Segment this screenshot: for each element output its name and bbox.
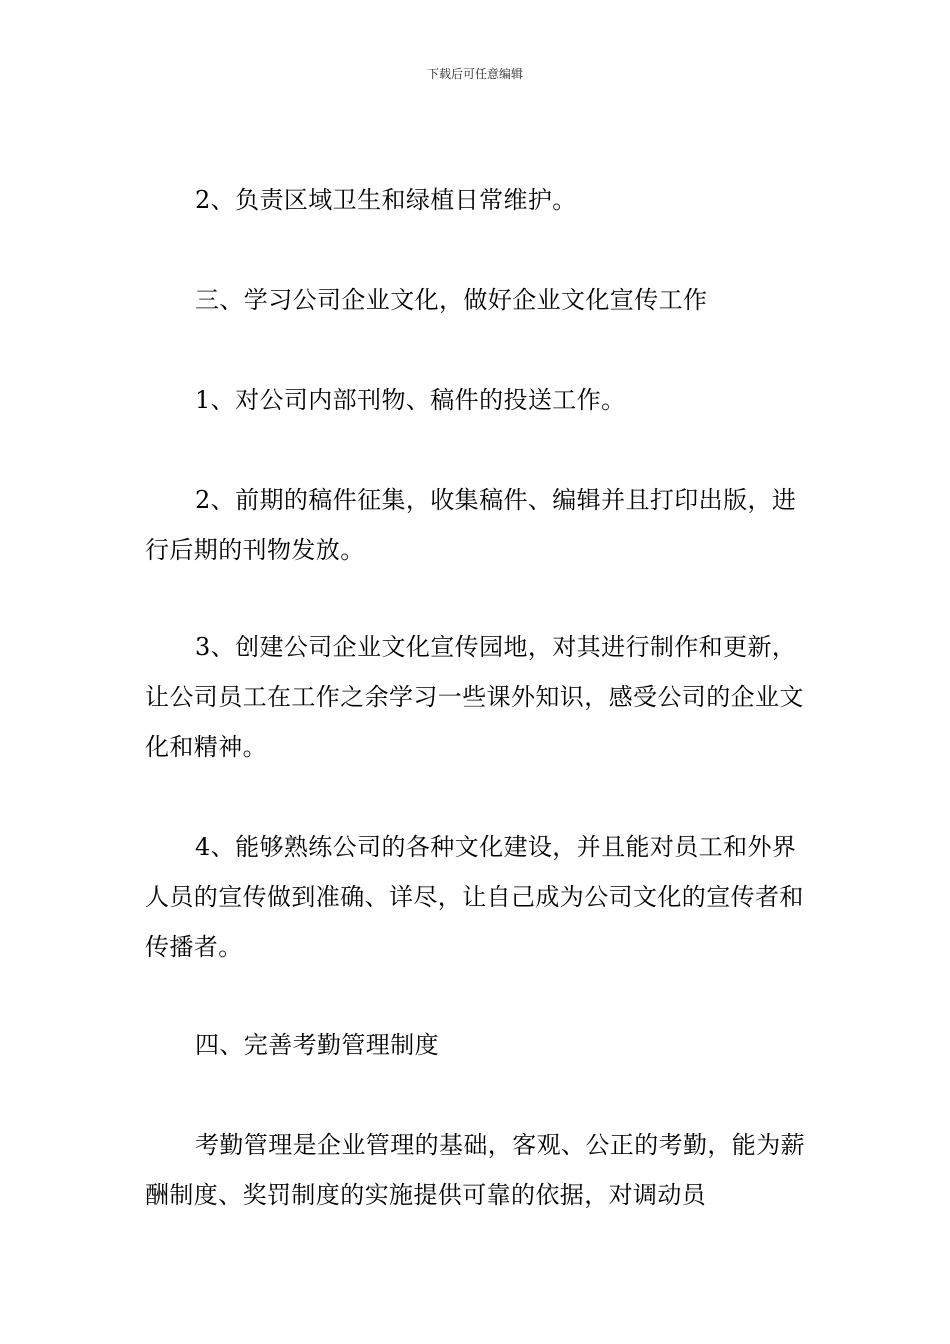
section-heading-attendance: 四、完善考勤管理制度: [195, 1031, 439, 1059]
paragraph-area-cleaning: 2、负责区域卫生和绿植日常维护。: [195, 186, 577, 214]
paragraph-culture-garden: 3、创建公司企业文化宣传园地，对其进行制作和更新，让公司员工在工作之余学习一些课外知识，感受公司的企业文化和精神。: [145, 633, 804, 761]
paragraph-manuscript-collection: 2、前期的稿件征集，收集稿件、编辑并且打印出版，进行后期的刊物发放。: [145, 486, 797, 564]
page-header-note: 下载后可任意编辑: [426, 67, 523, 81]
section-heading-culture: 三、学习公司企业文化，做好企业文化宣传工作: [195, 286, 708, 314]
paragraph-publication-delivery: 1、对公司内部刊物、稿件的投送工作。: [195, 386, 626, 414]
paragraph-culture-promotion: 4、能够熟练公司的各种文化建设，并且能对员工和外界人员的宣传做到准确、详尽，让自己成为公司文化的宣传者和传播者。: [145, 833, 804, 961]
paragraph-attendance-management: 考勤管理是企业管理的基础，客观、公正的考勤，能为薪酬制度、奖罚制度的实施提供可靠的依据，对调动员: [145, 1131, 805, 1209]
